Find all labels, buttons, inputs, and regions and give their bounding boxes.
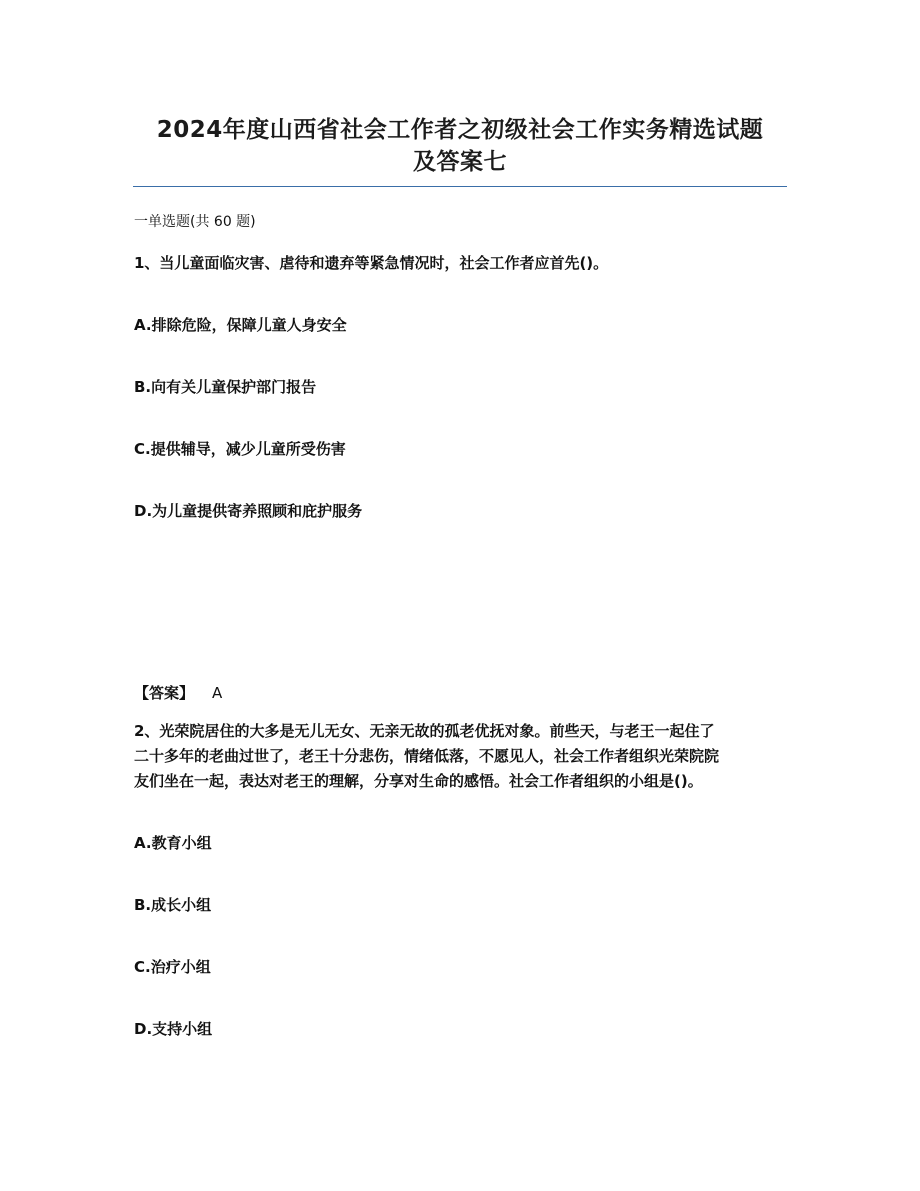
question-1-answer xyxy=(134,683,222,703)
answer-label: 【答案】 xyxy=(134,684,195,702)
question-2-option-c: C.治疗小组 xyxy=(134,958,211,976)
title-line-1: 2024年度山西省社会工作者之初级社会工作实务精选试题 xyxy=(156,117,764,143)
question-2-option-d: D.支持小组 xyxy=(134,1020,213,1038)
question-1-option-d: D.为儿童提供寄养照顾和庇护服务 xyxy=(134,502,363,520)
question-2-stem xyxy=(134,719,794,794)
question-2-stem-line-2: 二十多年的老曲过世了，老王十分悲伤，情绪低落，不愿见人，社会工作者组织光荣院院 xyxy=(134,747,720,765)
question-1-stem: 1、当儿童面临灾害、虐待和遗弃等紧急情况时，社会工作者应首先()。 xyxy=(134,254,609,272)
question-1-option-c: C.提供辅导，减少儿童所受伤害 xyxy=(134,440,346,458)
question-2-option-a: A.教育小组 xyxy=(134,834,212,852)
question-2-stem-line-1: 2、光荣院居住的大多是无儿无女、无亲无故的孤老优抚对象。前些天，与老王一起住了 xyxy=(134,722,715,740)
question-1-option-a: A.排除危险，保障儿童人身安全 xyxy=(134,316,347,334)
title-line-2: 及答案七 xyxy=(413,149,507,175)
section-heading: 一单选题(共 60 题) xyxy=(134,214,256,230)
question-2-option-b: B.成长小组 xyxy=(134,896,212,914)
document-title xyxy=(0,114,920,178)
question-2-stem-line-3: 友们坐在一起，表达对老王的理解，分享对生命的感悟。社会工作者组织的小组是()。 xyxy=(134,772,703,790)
answer-value: A xyxy=(212,684,223,702)
question-1-option-b: B.向有关儿童保护部门报告 xyxy=(134,378,317,396)
title-divider xyxy=(133,186,787,187)
